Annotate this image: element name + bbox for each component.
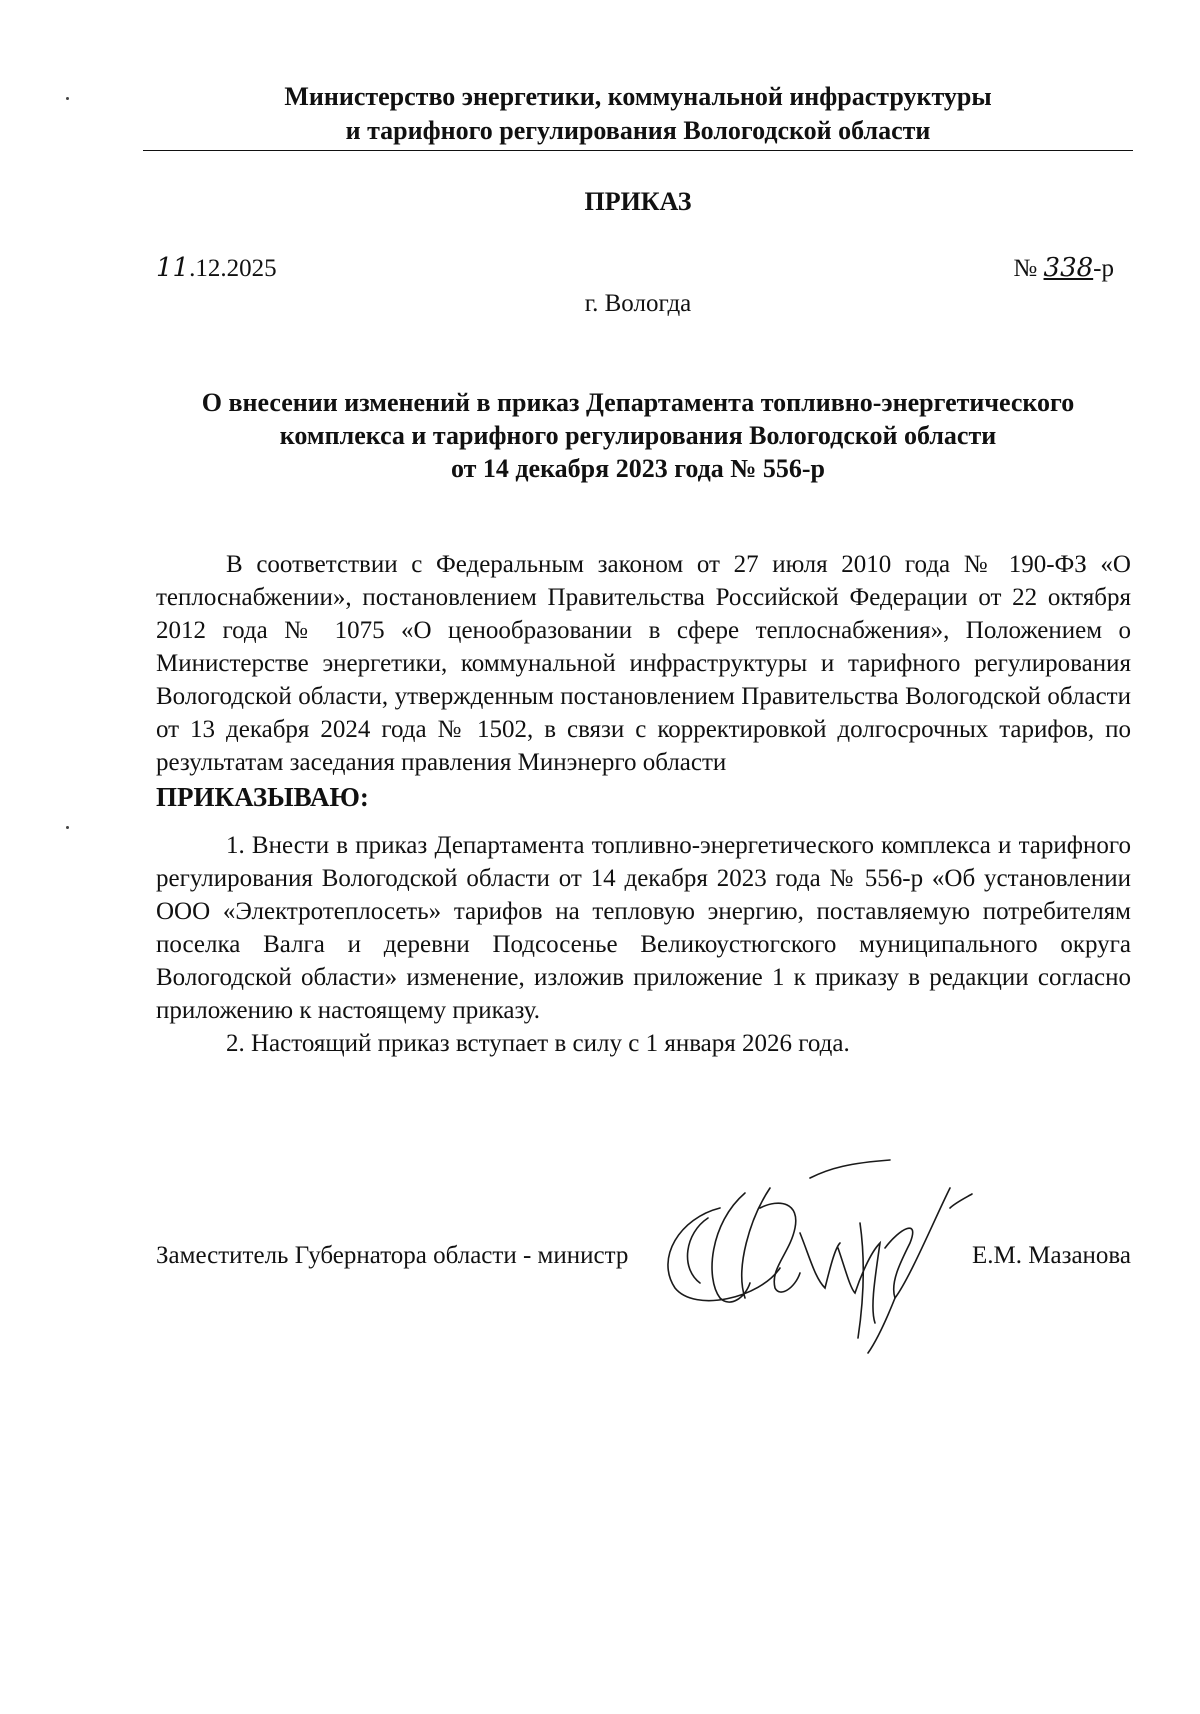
order-number-prefix: №: [1013, 255, 1038, 282]
order-subject-line-1: О внесении изменений в приказ Департамента топливно-энергетического: [201, 388, 1075, 417]
signatory-name: Е.М. Мазанова: [972, 1242, 1131, 1269]
order-number-suffix: -р: [1093, 255, 1114, 282]
ministry-header-line-1: Министерство энергетики, коммунальной инфраструктуры: [284, 82, 992, 111]
command-heading: ПРИКАЗЫВАЮ:: [156, 782, 369, 812]
order-date: [156, 252, 277, 285]
order-city: г. Вологда: [584, 290, 692, 317]
ministry-header-line-2: и тарифного регулирования Вологодской области: [345, 116, 931, 145]
order-subject-line-2: комплекса и тарифного регулирования Вологодской области: [279, 421, 997, 450]
order-date-rest: .12.2025: [189, 255, 277, 282]
handwritten-signature: [650, 1148, 980, 1358]
order-number: [1013, 252, 1114, 285]
preamble-paragraph: В соответствии с Федеральным законом от 27 июля 2010 года № 190-ФЗ «О теплоснабжении», постановлением Правительства Российской Федерации от 22 октября 2012 года № 1075 «О ценообразовании в сфере теплоснабжения», Положением о Министерстве энергетики, коммунальной инфраструктуры и тарифного регулирования Вологодской области, утвержденным постановлением Правительства Вологодской области от 13 декабря 2024 года № 1502, в связи с корректировкой долгосрочных тарифов, по результатам заседания правления Минэнерго области: [156, 551, 1131, 776]
ministry-header: [143, 80, 1133, 148]
scan-speck: [66, 826, 69, 829]
order-item-1: 1. Внести в приказ Департамента топливно-энергетического комплекса и тарифного регулирования Вологодской области от 14 декабря 2023 года № 556-р «Об установлении ООО «Электротеплосеть» тарифов на тепловую энергию, поставляемую потребителям поселка Валга и деревни Подсосенье Великоустюгского муниципального округа Вологодской области» изменение, изложив приложение 1 к приказу в редакции согласно приложению к настоящему приказу.: [156, 832, 1131, 1024]
order-item-2: 2. Настоящий приказ вступает в силу с 1 января 2026 года.: [226, 1030, 850, 1057]
scan-speck: [66, 97, 69, 100]
order-date-day-handwritten: 11: [156, 253, 190, 283]
order-subject: [143, 386, 1133, 485]
order-subject-line-3: от 14 декабря 2023 года № 556-р: [450, 454, 826, 483]
signatory-position: Заместитель Губернатора области - министр: [156, 1242, 629, 1269]
header-divider: [143, 150, 1133, 151]
document-type-title: ПРИКАЗ: [584, 187, 692, 216]
order-number-handwritten: 338: [1043, 253, 1094, 283]
order-body: [156, 548, 1131, 1060]
